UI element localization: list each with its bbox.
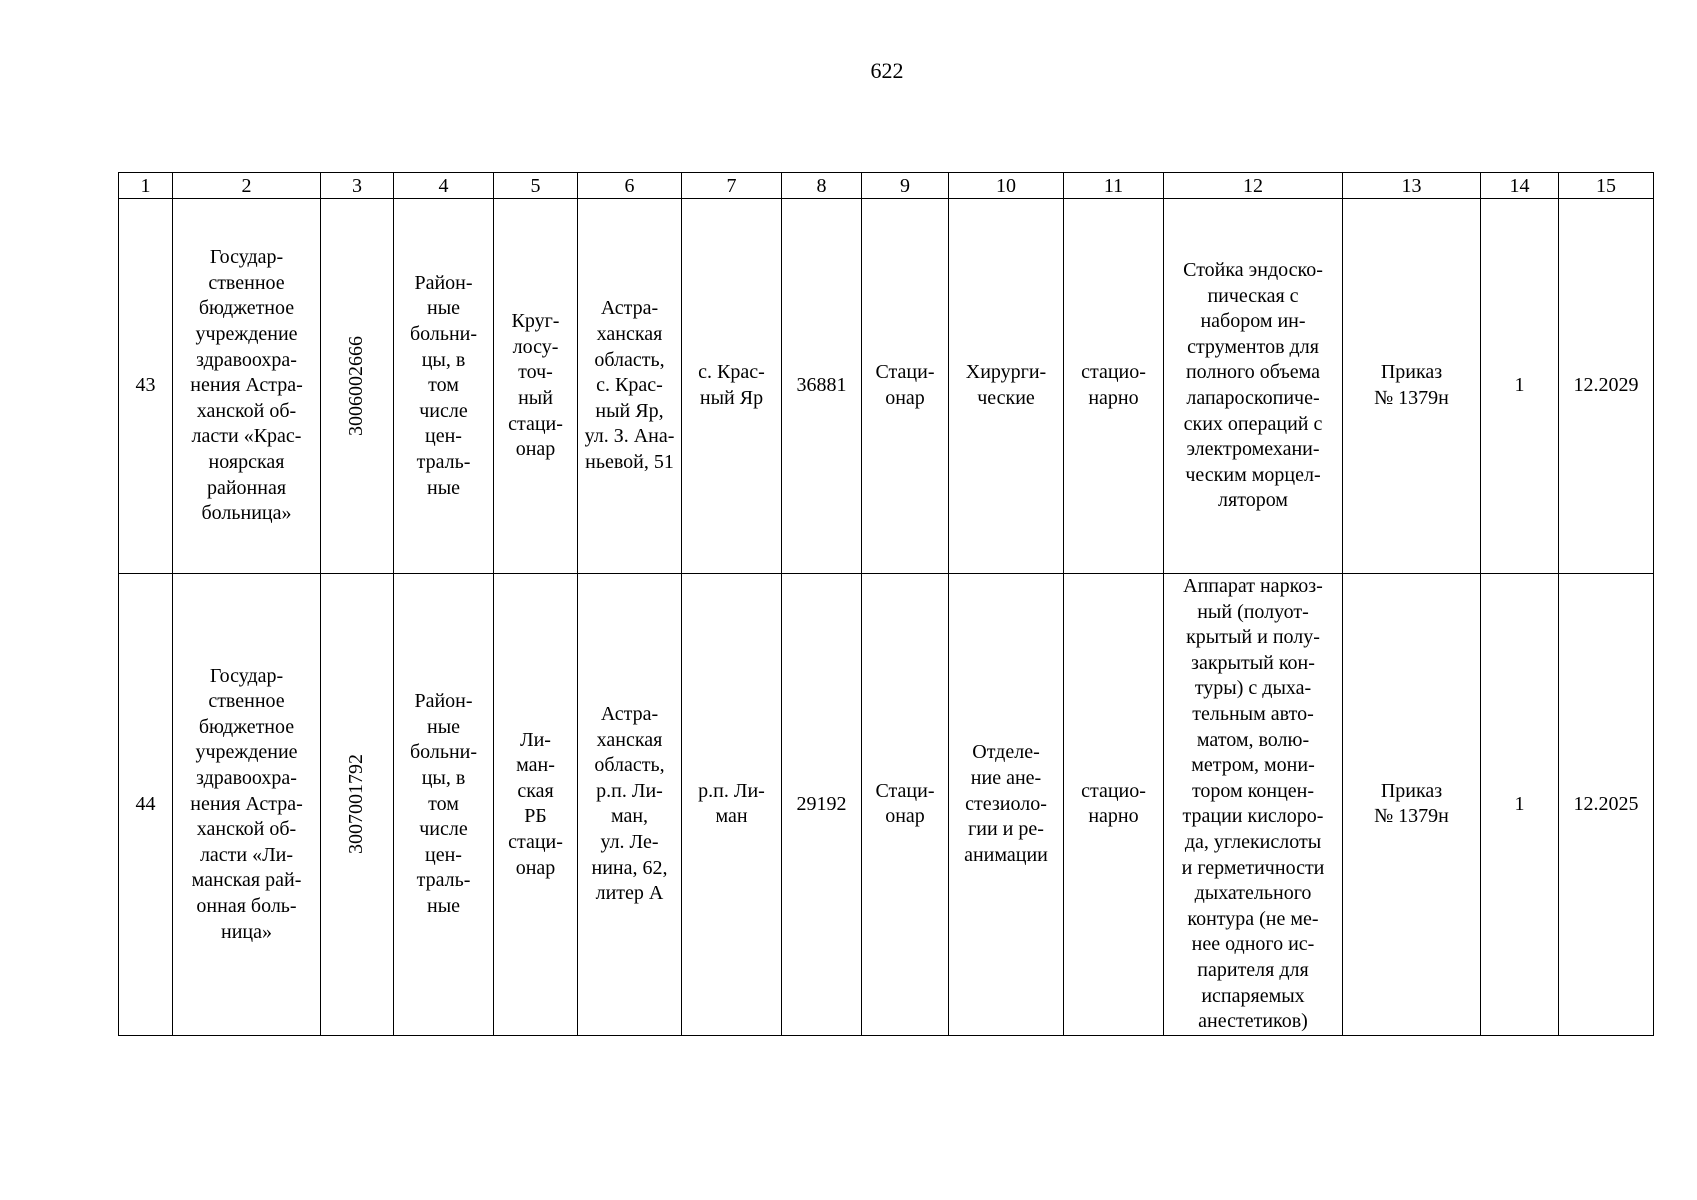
address-text: Астра- ханская область, с. Крас- ный Яр, ул. З. Ана- ньевой, 51 <box>584 297 675 473</box>
quantity: 1 <box>1481 199 1559 574</box>
equipment-name <box>1164 574 1343 1036</box>
locality-text: р.п. Ли- ман <box>698 779 765 828</box>
care-condition-text: стацио- нарно <box>1081 779 1146 828</box>
institution-name <box>173 574 321 1036</box>
column-number-3: 3 <box>321 173 394 199</box>
standard-order-text: Приказ № 1379н <box>1374 361 1449 409</box>
column-number-2: 2 <box>173 173 321 199</box>
column-number-9: 9 <box>862 173 949 199</box>
division <box>494 199 578 574</box>
institution-name-text: Государ- ственное бюджетное учреждение здравоохра- нения Астра- ханской об- ласти «Крас- ноярская районная больница» <box>190 246 303 525</box>
care-setting-text: Стаци- онар <box>875 361 935 409</box>
column-number-13: 13 <box>1343 173 1481 199</box>
care-condition-text: стацио- нарно <box>1081 361 1146 409</box>
address <box>578 574 682 1036</box>
table-header-row <box>119 173 1654 199</box>
table-row <box>119 199 1654 574</box>
address <box>578 199 682 574</box>
column-number-5: 5 <box>494 173 578 199</box>
column-number-7: 7 <box>682 173 782 199</box>
locality <box>682 574 782 1036</box>
column-number-1: 1 <box>119 173 173 199</box>
profile-text: Отделе- ние ане- стезиоло- гии и ре- анимации <box>964 741 1048 866</box>
page-number: 622 <box>870 58 904 83</box>
profile <box>949 199 1064 574</box>
equipment-name <box>1164 199 1343 574</box>
care-setting <box>862 199 949 574</box>
standard-order <box>1343 199 1481 574</box>
address-text: Астра- ханская область, р.п. Ли- ман, ул. Ле- нина, 62, литер А <box>591 702 668 905</box>
inn-code: 3007001792 <box>345 754 368 855</box>
row-number: 44 <box>119 574 173 1036</box>
column-number-4: 4 <box>394 173 494 199</box>
institution-name-text: Государ- ственное бюджетное учреждение здравоохра- нения Астра- ханской об- ласти «Ли- манская рай- онная боль- ница» <box>190 664 303 943</box>
column-number-14: 14 <box>1481 173 1559 199</box>
institution-type <box>394 199 494 574</box>
column-number-15: 15 <box>1559 173 1654 199</box>
institution-type <box>394 574 494 1036</box>
care-setting <box>862 574 949 1036</box>
equipment-name-text: Стойка эндоско- пическая с набором ин- струментов для полного объема лапароскопиче- ских операций с электромехани- ческим морцел- лятором <box>1183 259 1323 512</box>
due-date: 12.2029 <box>1559 199 1654 574</box>
institution-name <box>173 199 321 574</box>
locality-code: 36881 <box>782 199 862 574</box>
profile-text: Хирурги- ческие <box>965 361 1047 409</box>
locality-code: 29192 <box>782 574 862 1036</box>
division-text: Круг- лосу- точ- ный стаци- онар <box>508 310 563 461</box>
inn-cell <box>321 574 394 1036</box>
equipment-table <box>118 172 1654 1036</box>
institution-type-text: Район- ные больни- цы, в том числе цен- траль- ные <box>409 690 478 917</box>
division <box>494 574 578 1036</box>
standard-order <box>1343 574 1481 1036</box>
institution-type-text: Район- ные больни- цы, в том числе цен- траль- ные <box>409 271 478 499</box>
due-date: 12.2025 <box>1559 574 1654 1036</box>
column-number-12: 12 <box>1164 173 1343 199</box>
care-condition <box>1064 574 1164 1036</box>
column-number-11: 11 <box>1064 173 1164 199</box>
division-text: Ли- ман- ская РБ стаци- онар <box>508 728 563 879</box>
column-number-10: 10 <box>949 173 1064 199</box>
standard-order-text: Приказ № 1379н <box>1374 779 1449 828</box>
column-number-8: 8 <box>782 173 862 199</box>
equipment-name-text: Аппарат наркоз- ный (полуот- крытый и полу- закрытый кон- туры) с дыха- тельным авто- матом, волю- метром, мони- тором концен- трации кислоро- да, углекислоты и герметичности дыхательного контура (не ме- нее одного ис- парителя для испаряемых анестетиков) <box>1181 575 1325 1033</box>
inn-cell <box>321 199 394 574</box>
locality-text: с. Крас- ный Яр <box>698 361 765 409</box>
profile <box>949 574 1064 1036</box>
quantity: 1 <box>1481 574 1559 1036</box>
care-condition <box>1064 199 1164 574</box>
column-number-6: 6 <box>578 173 682 199</box>
inn-code: 3006002666 <box>345 336 368 436</box>
table-row <box>119 574 1654 1036</box>
locality <box>682 199 782 574</box>
row-number: 43 <box>119 199 173 574</box>
care-setting-text: Стаци- онар <box>875 779 935 828</box>
